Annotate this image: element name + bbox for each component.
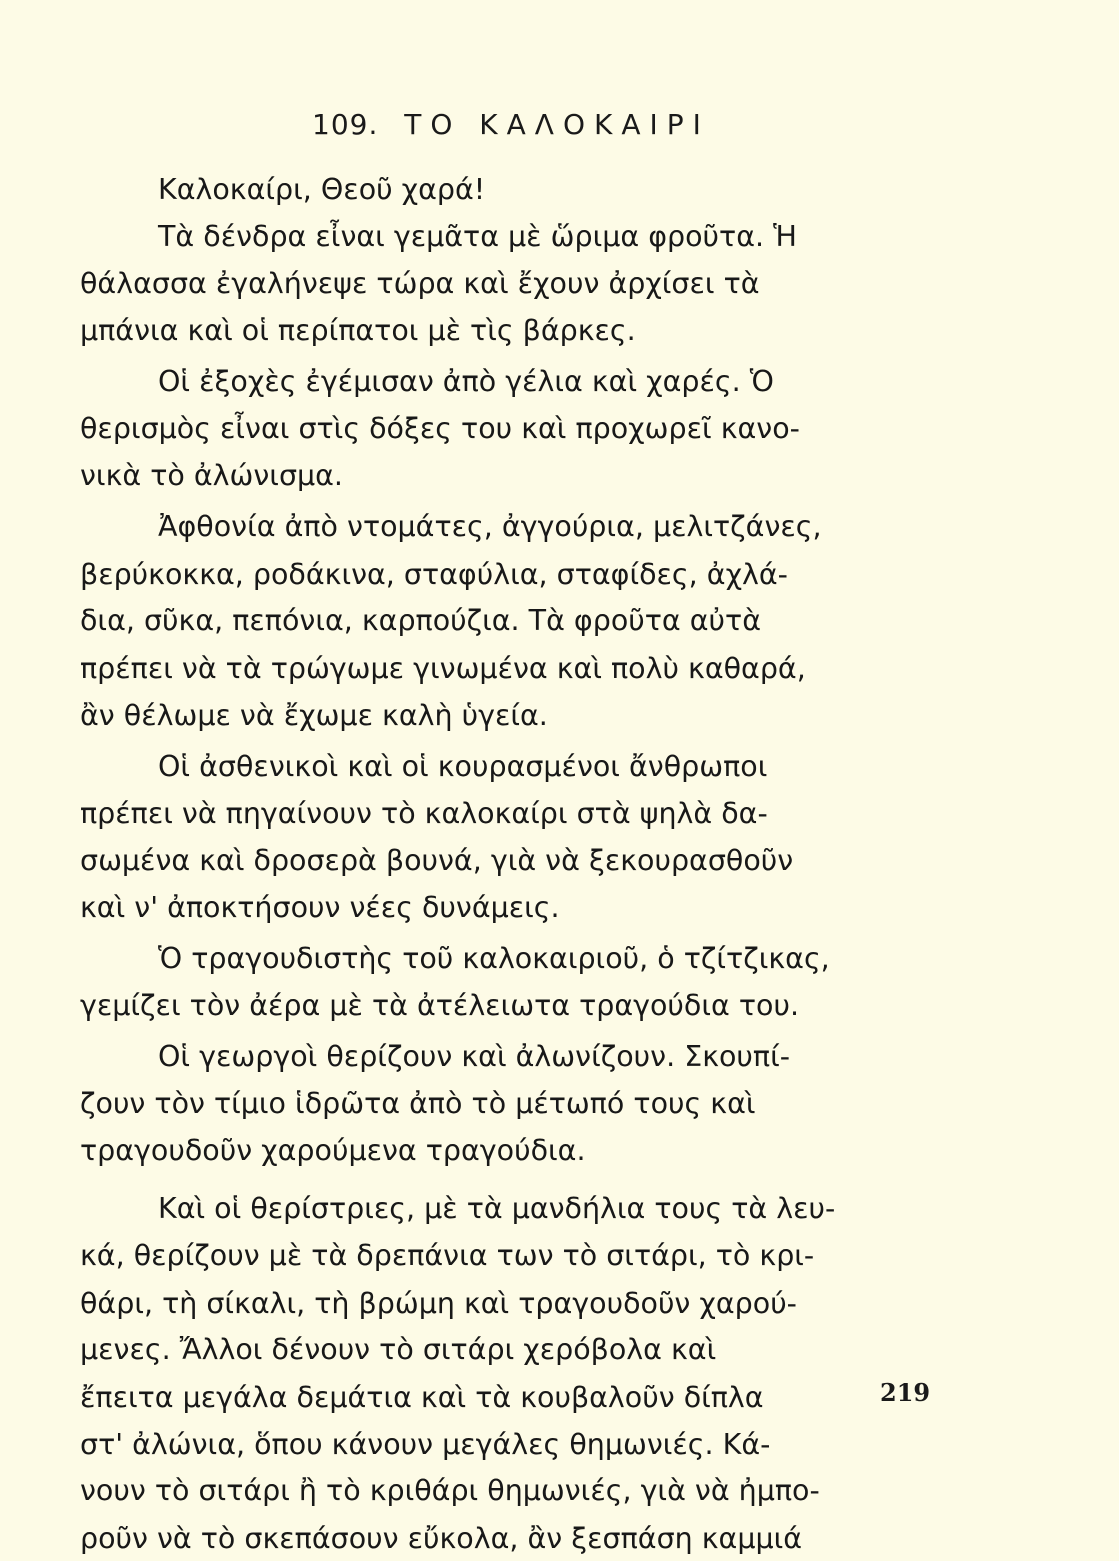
chapter-title: ΤΟ ΚΑΛΟΚΑΙΡΙ: [404, 108, 710, 141]
text-line: στ' ἀλώνια, ὅπου κάνουν μεγάλες θημωνιές. Κά-: [80, 1428, 771, 1461]
text-line: νικὰ τὸ ἀλώνισμα.: [80, 459, 343, 492]
text-line: καὶ ν' ἀποκτήσουν νέες δυνάμεις.: [80, 891, 560, 924]
text-line: ἔπειτα μεγάλα δεμάτια καὶ τὰ κουβαλοῦν δίπλα: [80, 1381, 764, 1414]
text-line: σωμένα καὶ δροσερὰ βουνά, γιὰ νὰ ξεκουρασθοῦν: [80, 844, 794, 877]
text-line: μπάνια καὶ οἱ περίπατοι μὲ τὶς βάρκες.: [80, 314, 636, 347]
text-line: ροῦν νὰ τὸ σκεπάσουν εὔκολα, ἂν ξεσπάση καμμιά: [80, 1522, 803, 1555]
text-line: δια, σῦκα, πεπόνια, καρπούζια. Τὰ φροῦτα αὐτὰ: [80, 604, 761, 637]
text-line: θερισμὸς εἶναι στὶς δόξες του καὶ προχωρεῖ κανο-: [80, 412, 800, 445]
text-line: Τὰ δένδρα εἶναι γεμᾶτα μὲ ὥριμα φροῦτα. Ἡ: [158, 220, 797, 253]
chapter-heading: [312, 108, 710, 141]
text-line: μενες. Ἄλλοι δένουν τὸ σιτάρι χερόβολα καὶ: [80, 1333, 717, 1366]
text-line: θάλασσα ἐγαλήνεψε τώρα καὶ ἔχουν ἀρχίσει τὰ: [80, 267, 760, 300]
text-line: Καλοκαίρι, Θεοῦ χαρά!: [158, 173, 486, 206]
text-line: πρέπει νὰ πηγαίνουν τὸ καλοκαίρι στὰ ψηλὰ δα-: [80, 797, 768, 830]
text-line: Καὶ οἱ θερίστριες, μὲ τὰ μανδήλια τους τὰ λευ-: [158, 1192, 836, 1225]
text-line: νουν τὸ σιτάρι ἢ τὸ κριθάρι θημωνιές, γιὰ νὰ ἠμπο-: [80, 1474, 820, 1507]
text-line: ἂν θέλωμε νὰ ἔχωμε καλὴ ὑγεία.: [80, 699, 548, 732]
text-line: θάρι, τὴ σίκαλι, τὴ βρώμη καὶ τραγουδοῦν χαρού-: [80, 1287, 797, 1320]
text-line: Ὁ τραγουδιστὴς τοῦ καλοκαιριοῦ, ὁ τζίτζικας,: [158, 942, 830, 975]
text-line: Οἱ γεωργοὶ θερίζουν καὶ ἀλωνίζουν. Σκουπί-: [158, 1040, 791, 1073]
text-line: ζουν τὸν τίμιο ἱδρῶτα ἀπὸ τὸ μέτωπό τους καὶ: [80, 1087, 756, 1120]
page-number: 219: [880, 1378, 931, 1407]
text-line: πρέπει νὰ τὰ τρώγωμε γινωμένα καὶ πολὺ καθαρά,: [80, 652, 806, 685]
text-line: βερύκοκκα, ροδάκινα, σταφύλια, σταφίδες, ἀχλά-: [80, 558, 788, 591]
text-line: τραγουδοῦν χαρούμενα τραγούδια.: [80, 1134, 586, 1167]
chapter-number: 109.: [312, 108, 379, 141]
text-line: Οἱ ἀσθενικοὶ καὶ οἱ κουρασμένοι ἄνθρωποι: [158, 750, 768, 783]
text-line: Ἀφθονία ἀπὸ ντομάτες, ἀγγούρια, μελιτζάνες,: [158, 510, 822, 543]
text-line: γεμίζει τὸν ἀέρα μὲ τὰ ἀτέλειωτα τραγούδια του.: [80, 989, 799, 1022]
text-line: Οἱ ἐξοχὲς ἐγέμισαν ἀπὸ γέλια καὶ χαρές. Ὁ: [158, 365, 774, 398]
text-line: κά, θερίζουν μὲ τὰ δρεπάνια των τὸ σιτάρι, τὸ κρι-: [80, 1239, 815, 1272]
